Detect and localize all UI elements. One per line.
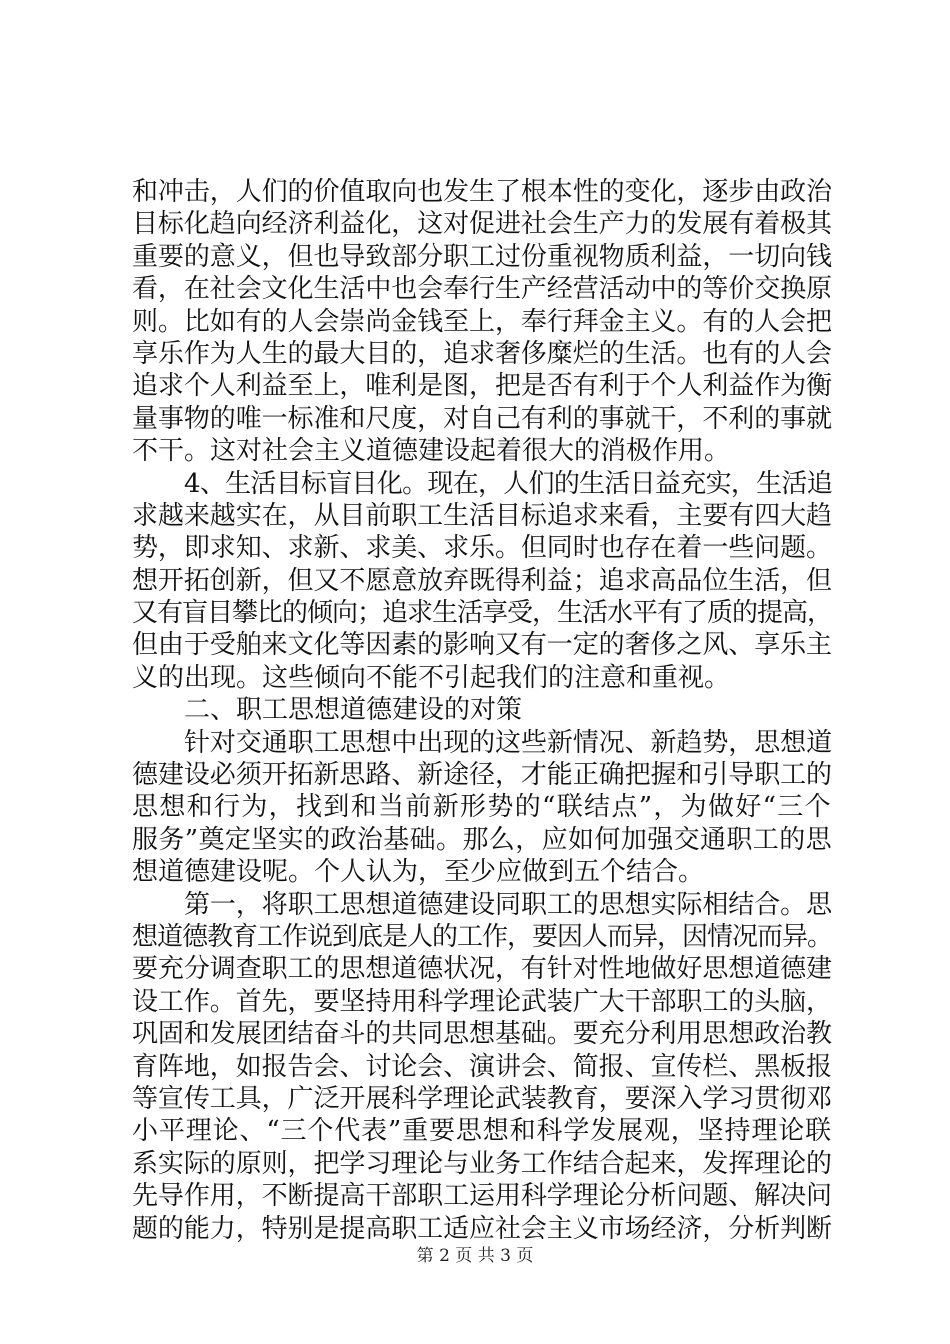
- text-line: 针对交通职工思想中出现的这些新情况、新趋势，思想道: [184, 727, 832, 758]
- text-line: 小平理论、“三个代表”重要思想和科学发展观，坚持理论联: [132, 1116, 832, 1147]
- text-line: 先导作用，不断提高干部职工运用科学理论分析问题、解决问: [132, 1181, 832, 1212]
- text-line: 又有盲目攀比的倾向；追求生活享受，生活水平有了质的提高，: [132, 598, 832, 629]
- text-line: 想开拓创新，但又不愿意放弃既得利益；追求高品位生活，但: [132, 565, 832, 596]
- text-line: 思想和行为，找到和当前新形势的“联结点”，为做好“三个: [132, 792, 832, 823]
- text-line: 不干。这对社会主义道德建设起着很大的消极作用。: [132, 436, 731, 467]
- text-line: 想道德建设呢。个人认为，至少应做到五个结合。: [132, 857, 705, 888]
- text-line: 二、职工思想道德建设的对策: [184, 695, 523, 726]
- text-line: 求越来越实在，从目前职工生活目标追求来看，主要有四大趋: [132, 500, 832, 531]
- text-line: 设工作。首先，要坚持用科学理论武装广大干部职工的头脑，: [132, 986, 832, 1017]
- text-line: 想道德教育工作说到底是人的工作，要因人而异，因情况而异。: [132, 921, 832, 952]
- text-line: 重要的意义，但也导致部分职工过份重视物质利益，一切向钱: [132, 241, 832, 272]
- text-line: 第一，将职工思想道德建设同职工的思想实际相结合。思: [184, 889, 832, 920]
- text-line: 育阵地，如报告会、讨论会、演讲会、简报、宣传栏、黑板报: [132, 1051, 832, 1082]
- text-line: 等宣传工具，广泛开展科学理论武装教育，要深入学习贯彻邓: [132, 1083, 832, 1114]
- text-line: 但由于受舶来文化等因素的影响又有一定的奢侈之风、享乐主: [132, 630, 832, 661]
- body-text: [132, 176, 832, 1245]
- text-line: 德建设必须开拓新思路、新途径，才能正确把握和引导职工的: [132, 760, 832, 791]
- text-line: 则。比如有的人会崇尚金钱至上，奉行拜金主义。有的人会把: [132, 306, 832, 337]
- text-line: 目标化趋向经济利益化，这对促进社会生产力的发展有着极其: [132, 209, 832, 240]
- text-line: 服务”奠定坚实的政治基础。那么，应如何加强交通职工的思: [132, 824, 832, 855]
- text-line: 追求个人利益至上，唯利是图，把是否有利于个人利益作为衡: [132, 371, 832, 402]
- text-line: 量事物的唯一标准和尺度，对自己有利的事就干，不利的事就: [132, 403, 832, 434]
- text-line: 看，在社会文化生活中也会奉行生产经营活动中的等价交换原: [132, 274, 832, 305]
- text-line: 巩固和发展团结奋斗的共同思想基础。要充分利用思想政治教: [132, 1019, 832, 1050]
- text-line: 4、生活目标盲目化。现在，人们的生活日益充实，生活追: [184, 468, 832, 499]
- text-line: 系实际的原则，把学习理论与业务工作结合起来，发挥理论的: [132, 1148, 832, 1179]
- text-line: 要充分调查职工的思想道德状况，有针对性地做好思想道德建: [132, 954, 832, 985]
- text-line: 义的出现。这些倾向不能不引起我们的注意和重视。: [132, 662, 731, 693]
- text-line: 和冲击，人们的价值取向也发生了根本性的变化，逐步由政治: [132, 177, 832, 207]
- text-line: 享乐作为人生的最大目的，追求奢侈糜烂的生活。也有的人会: [132, 338, 832, 369]
- text-line: 势，即求知、求新、求美、求乐。但同时也存在着一些问题。: [132, 533, 832, 564]
- page-footer: 第 2 页 共 3 页: [416, 1246, 534, 1266]
- text-line: 题的能力，特别是提高职工适应社会主义市场经济，分析判断: [132, 1213, 832, 1244]
